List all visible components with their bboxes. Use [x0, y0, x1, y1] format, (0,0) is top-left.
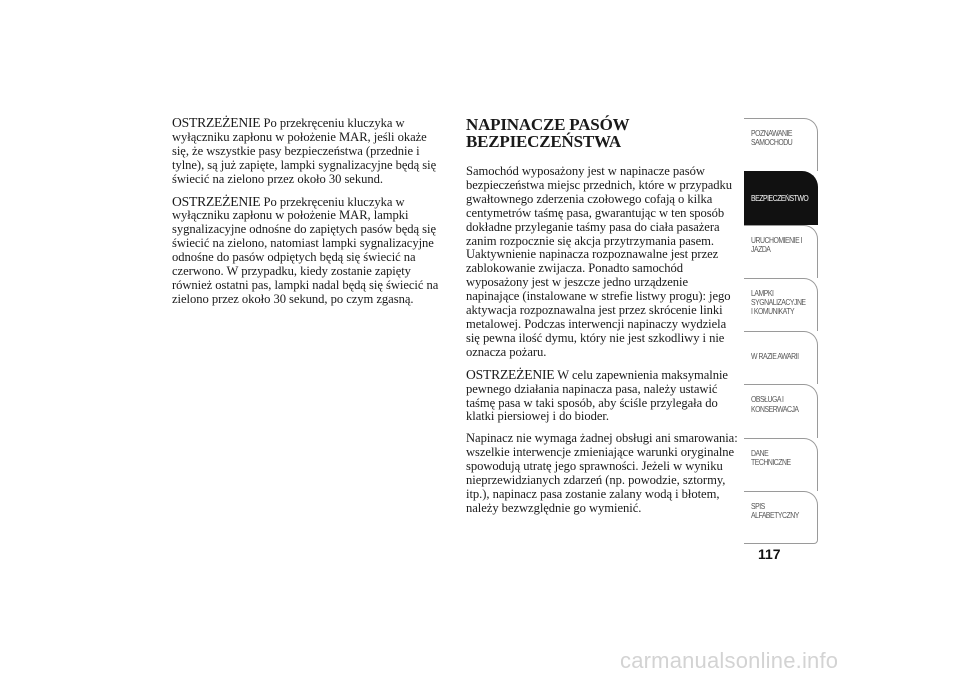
- warning-label: OSTRZEŻENIE: [466, 366, 555, 382]
- tab-lampki-sygnalizacyjne[interactable]: [744, 278, 818, 331]
- tab-spis-alfabetyczny[interactable]: [744, 491, 818, 544]
- tab-label: SAMOCHODU: [751, 138, 793, 148]
- section-heading: NAPINACZE PASÓW BEZPIECZEŃSTWA: [466, 115, 630, 151]
- tab-label: JAZDA: [751, 244, 771, 254]
- tab-label: BEZPIECZEŃSTWO: [751, 194, 809, 204]
- tab-bezpieczenstwo[interactable]: [744, 171, 818, 224]
- tab-label: KONSERWACJA: [751, 404, 799, 414]
- tab-label: POZNAWANIE: [751, 129, 793, 138]
- page-number: 117: [758, 546, 781, 562]
- tab-label: SYGNALIZACYJNE: [751, 298, 806, 308]
- warning-paragraph-3: [466, 368, 738, 425]
- warning-text: Po przekręceniu kluczyka w wyłączniku zapłonu w położenie MAR, lampki sygnalizacyjne odnośne do zapiętych pasów będą się świecić na zielono, natomiast lampki sygnalizacyjne odnośne do pasów odpiętych będą się świecić na czerwono. W przypadku, kiedy zostanie zapięty również ostatni pas, lampki nadal będą się świecić na zielono przez około 30 sekund, po czym zgasną.: [172, 194, 439, 306]
- tab-label: TECHNICZNE: [751, 457, 791, 467]
- watermark: carmanualsonline.info: [620, 648, 839, 673]
- tab-label: LAMPKI: [751, 288, 774, 298]
- tab-label: W RAZIE AWARII: [751, 352, 799, 362]
- tab-label: URUCHOMIENIE I: [751, 235, 803, 245]
- intro-paragraph: Samochód wyposażony jest w napinacze pasów bezpieczeństwa miejsc przednich, które w przypadku gwałtownego zderzenia czołowego cofają o kilka centymetrów taśmę pasa, gwarantując w ten sposób dokładne przyleganie taśmy pasa do ciała pasażera zanim rozpocznie się akcja przytrzymania pasem. Uaktywnienie napinacza rozpoznawalne jest przez zablokowanie zwijacza. Ponadto samochód wyposażony jest w jeszcze jedno urządzenie napinające (instalowane w strefie listwy progu): jego aktywacja rozpoznawalna jest przez skrócenie linki metalowej. Podczas interwencji napinaczy wydziela się pewna ilość dymu, który nie jest szkodliwy i nie oznacza pożaru.: [466, 164, 733, 359]
- tab-obsluga-i-konserwacja[interactable]: [744, 384, 818, 437]
- tab-label: ALFABETYCZNY: [751, 511, 799, 521]
- tab-label: I KOMUNIKATY: [751, 307, 795, 317]
- tab-label: OBSŁUGA I: [751, 395, 784, 405]
- left-column: [172, 116, 444, 315]
- warning-label: OSTRZEŻENIE: [172, 115, 261, 130]
- warning-paragraph-2: [172, 195, 444, 307]
- right-column: [466, 116, 738, 524]
- tab-label: SPIS: [751, 502, 765, 512]
- tab-dane-techniczne[interactable]: [744, 438, 818, 491]
- tab-uruchomienie-i-jazda[interactable]: [744, 225, 818, 278]
- tab-label: DANE: [751, 448, 769, 458]
- tab-poznawanie-samochodu[interactable]: [744, 118, 818, 171]
- warning-label: OSTRZEŻENIE: [172, 193, 261, 209]
- maintenance-paragraph: Napinacz nie wymaga żadnej obsługi ani smarowania: wszelkie interwencje zmieniające warunki oryginalne spowodują utratę jego sprawności. Jeżeli w wyniku nieprzewidzianych zdarzeń (np. powodzie, sztormy, itp.), napinacz pasa zostanie zalany wodą i błotem, należy bezwzględnie go wymienić.: [466, 431, 738, 515]
- chapter-tabs: [744, 118, 818, 544]
- warning-text: W celu zapewnienia maksymalnie pewnego działania napinacza pasa, należy ustawić taśmę pasa w taki sposób, aby ściśle przylegała do klatki piersiowej i do bioder.: [466, 367, 728, 424]
- tab-w-razie-awarii[interactable]: [744, 331, 818, 384]
- warning-text: Po przekręceniu kluczyka w wyłączniku zapłonu w położenie MAR, jeśli okaże się, że wszystkie pasy bezpieczeństwa (przednie i tylne), są już zapięte, lampki sygnalizacyjne będą się świecić na zielono przez około 30 sekund.: [172, 116, 437, 186]
- warning-paragraph-1: [172, 116, 444, 187]
